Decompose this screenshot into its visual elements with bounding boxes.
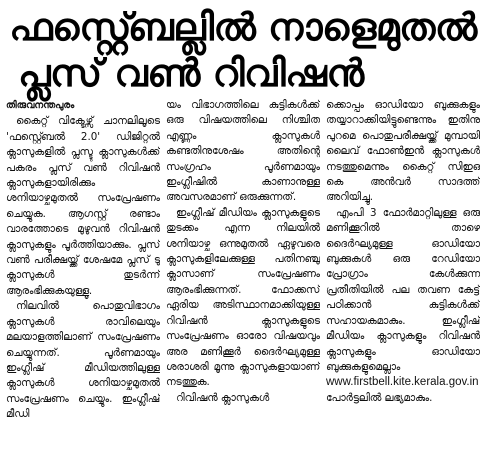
paragraph: നിലവിൽ പൊതുവിഭാഗം ക്ലാസുകൾ രാവിലെയും മലയാളത്തിലാണ് സംപ്രേഷണം ചെയ്യുന്നത്. പൂർണമായും ഇംഗ്ലീഷ് മീഡിയത്തിലുള്ള ക്ലാസുകൾ ശനിയാഴ്ചമുതൽ സംപ്രേഷണം ചെയ്യും. ഇംഗ്ലീഷ് മീഡി [6, 300, 160, 421]
paragraph: കൈറ്റ് വിക്ടേഴ്സ് ചാനലിലൂടെ 'ഫസ്റ്റ്ബെൽ 2.0' ഡിജിറ്റൽ ക്ലാസുകളിൽ പ്ലസ്ടു ക്ലാസുകൾക്ക് പകരം പ്ലസ് വൺ റിവിഷൻ ക്ലാസുകളായിരിക്കും ശനിയാഴ്ചമുതൽ സംപ്രേഷണം ചെയ്യുക. ആഗസ്റ്റ് രണ്ടാം വാരത്തോടെ മുഴുവൻ റിവിഷൻ ക്ലാസുകളും പൂർത്തിയാക്കും. പ്ലസ് വൺ പരീക്ഷയ്ക്ക് ശേഷമേ പ്ലസ് ടു ക്ലാസുകൾ തുടർന്ന് ആരംഭിക്കുകയുള്ളൂ. [6, 115, 160, 297]
dateline: തിരുവനന്തപുരം [6, 100, 75, 111]
paragraph-with-link [326, 375, 480, 406]
portal-url-link[interactable]: www.firstbell.kite.kerala.gov.in [326, 376, 479, 389]
column-3 [326, 98, 480, 456]
headline-line-1: ഫസ്റ്റ്ബെല്ലിൽ നാളെമുതൽ [9, 5, 477, 49]
paragraph: റിവിഷൻ ക്ലാസുകൾ [176, 391, 270, 404]
paragraph: യം വിഭാഗത്തിലെ കുട്ടികൾക്ക് ഒരു വിഷയത്തിലെ നിശ്ചിത എണ്ണം ക്ലാസുകൾ കണ്ടതിനുശേഷം അതിന്റെ സംഗ്രഹം പൂർണമായും ഇംഗ്ലീഷിൽ കാണാനുള്ള അവസരമാണ് ഒരുക്കുന്നത്. [166, 99, 320, 204]
paragraph: ഇംഗ്ലീഷ് മീഡിയം ക്ലാസുകളുടെ തുടക്കം എന്ന നിലയിൽ ശനിയാഴ്ച ഒന്നുമുതൽ ഏഴുവരെ ക്ലാസുകളിലേക്കുള്ള പതിനഞ്ചു ക്ലാസാണ് സംപ്രേഷണം ആരംഭിക്കുന്നത്. ഫോക്കസ് ഏരിയ അടിസ്ഥാനമാക്കിയുള്ള റിവിഷൻ ക്ലാസുകളുടെ സംപ്രേഷണം ഓരോ വിഷയവും അര മണിക്കൂർ ദൈർഘ്യമുള്ള ശരാശരി മൂന്നു ക്ലാസുകളായാണ് നടത്തുക. [166, 206, 320, 389]
paragraph-tail: പോർട്ടലിൽ ലഭ്യമാകും. [326, 391, 433, 404]
paragraph: എംപി 3 ഫോർമാറ്റിലുള്ള ഒരു മണിക്കൂറിൽ താഴെ ദൈർഘ്യമുള്ള ഓഡിയോ ബുക്കുകൾ ഒരു റേഡിയോ പ്രോഗ്രാം കേൾക്കുന്ന പ്രതീതിയിൽ പല തവണ കേട്ട് പഠിക്കാൻ കുട്ടികൾക്ക് സഹായകമാകും. ഇംഗ്ലീഷ് മീഡിയം ക്ലാസുകളും റിവിഷൻ ക്ലാസുകളും ഓഡിയോ ബുക്കുകളുമെല്ലാം [326, 206, 480, 373]
paragraph: ക്കൊപ്പം ഓഡിയോ ബുക്കുകളും തയ്യാറാക്കിയിട്ടുണ്ടെന്നും ഇതിനു പുറമെ പൊതുപരീക്ഷയ്ക്ക് മുമ്പായി ലൈവ് ഫോൺഇൻ ക്ലാസുകൾ നടത്തുമെന്നും കൈറ്റ് സിഇഒ കെ അൻവർ സാദത്ത് അറിയിച്ചു. [326, 99, 480, 204]
headline-line-2: പ്ലസ് വൺ റിവിഷൻ [18, 51, 364, 95]
column-1 [6, 98, 160, 456]
column-2 [166, 98, 320, 456]
headline [6, 4, 480, 96]
article-body [6, 98, 480, 456]
